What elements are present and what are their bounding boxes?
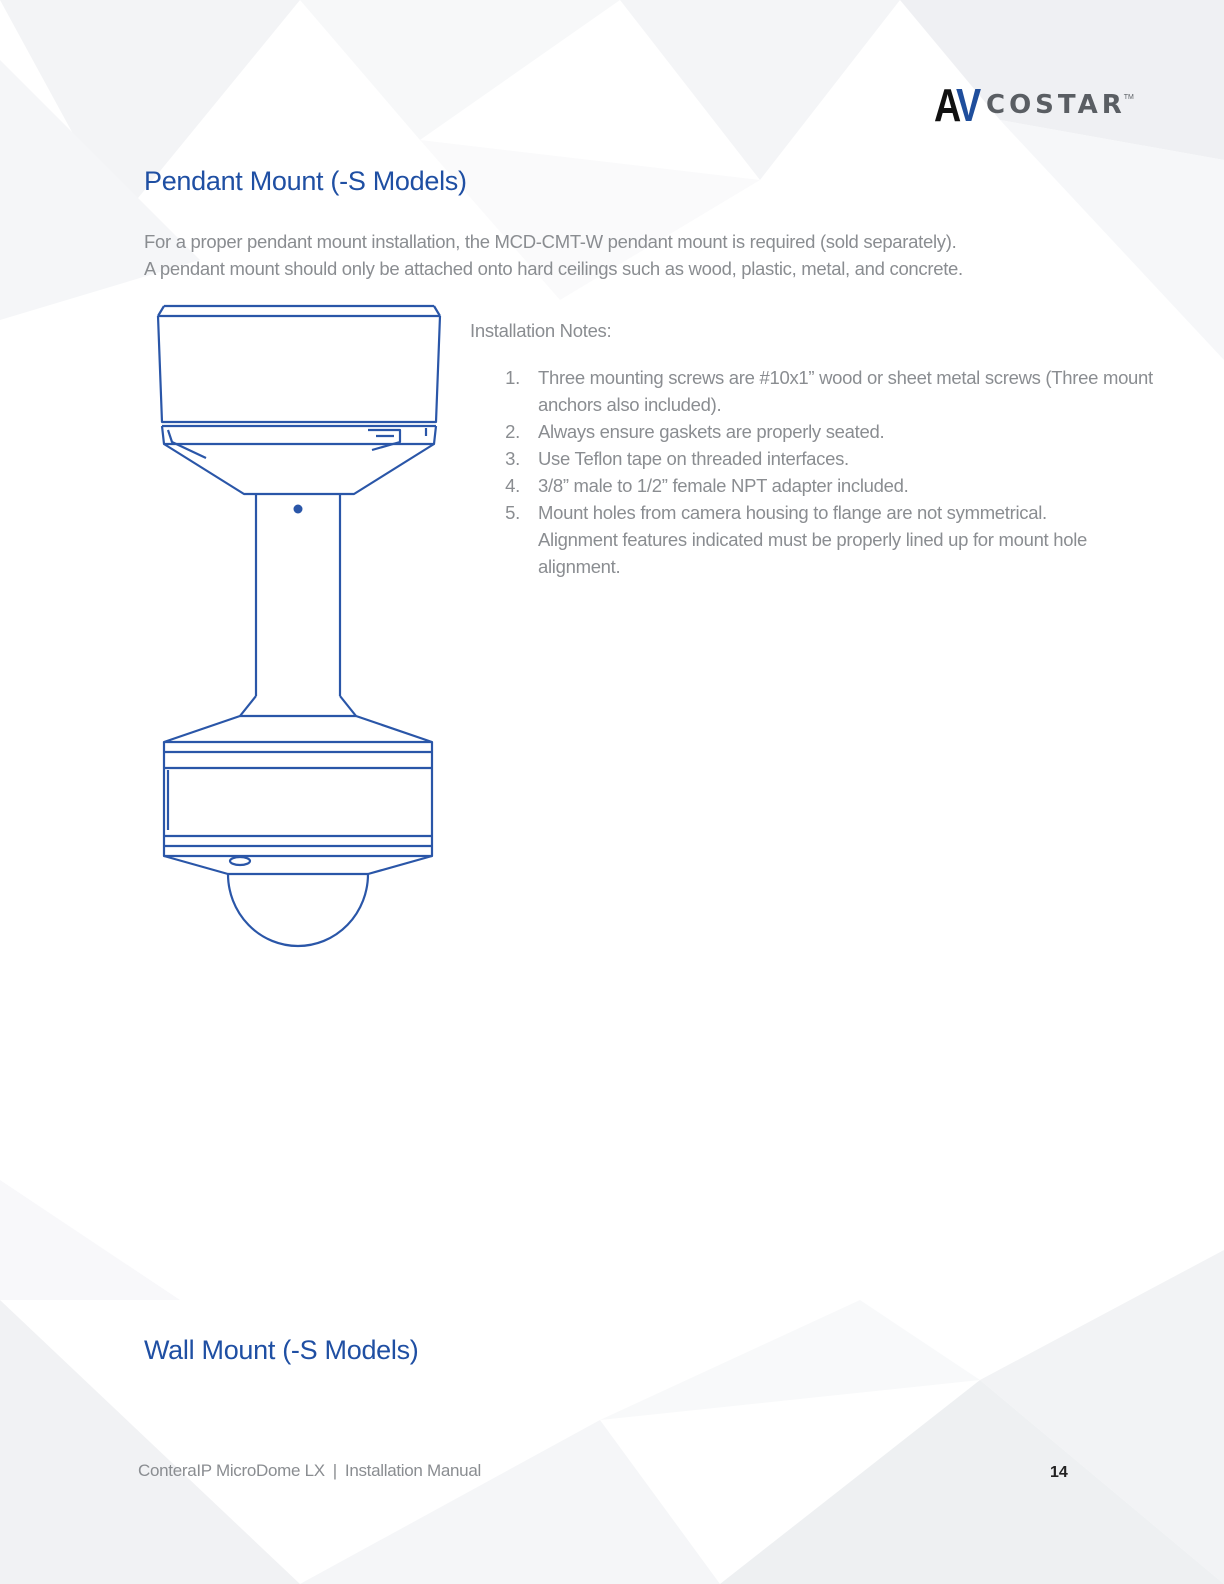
- note-item: [470, 472, 1170, 499]
- pendant-mount-diagram: [150, 300, 450, 960]
- footer-doc-info: [138, 1461, 481, 1481]
- intro-line-2: A pendant mount should only be attached onto hard ceilings such as wood, plastic, metal, and concrete.: [144, 258, 963, 279]
- note-number: 3.: [505, 448, 520, 469]
- note-text: Three mounting screws are #10x1” wood or sheet metal screws (Three mount anchors also included).: [538, 367, 1153, 415]
- notes-title: Installation Notes:: [470, 320, 612, 341]
- note-number: 5.: [505, 502, 520, 523]
- page-number: 14: [1050, 1464, 1068, 1481]
- logo-trademark: TM: [1123, 94, 1134, 101]
- note-item: [470, 445, 1170, 472]
- logo-mark: AV: [934, 79, 979, 131]
- note-number: 4.: [505, 475, 520, 496]
- footer-separator: |: [332, 1461, 337, 1480]
- note-text: 3/8” male to 1/2” female NPT adapter included.: [538, 475, 909, 496]
- note-number: 1.: [505, 367, 520, 388]
- footer-doc-title: Installation Manual: [344, 1461, 481, 1480]
- note-text: Use Teflon tape on threaded interfaces.: [538, 448, 849, 469]
- footer-product: ConteraIP MicroDome LX: [138, 1461, 325, 1480]
- note-text: Mount holes from camera housing to flange are not symmetrical. Alignment features indicated must be properly lined up for mount hole alignment.: [538, 502, 1088, 577]
- note-item: [470, 499, 1170, 580]
- notes-list: [470, 364, 1170, 580]
- installation-notes: [470, 320, 1170, 580]
- section-title-pendant: Pendant Mount (-S Models): [144, 166, 467, 196]
- logo-text: COSTAR: [986, 90, 1126, 120]
- note-item: [470, 364, 1170, 418]
- brand-logo: [934, 79, 1134, 131]
- intro-paragraph: [144, 228, 1104, 282]
- note-text: Always ensure gaskets are properly seated.: [538, 421, 885, 442]
- note-number: 2.: [505, 421, 520, 442]
- note-item: [470, 418, 1170, 445]
- intro-line-1: For a proper pendant mount installation, the MCD-CMT-W pendant mount is required (sold separately).: [144, 231, 957, 252]
- section-title-wall: Wall Mount (-S Models): [144, 1335, 419, 1365]
